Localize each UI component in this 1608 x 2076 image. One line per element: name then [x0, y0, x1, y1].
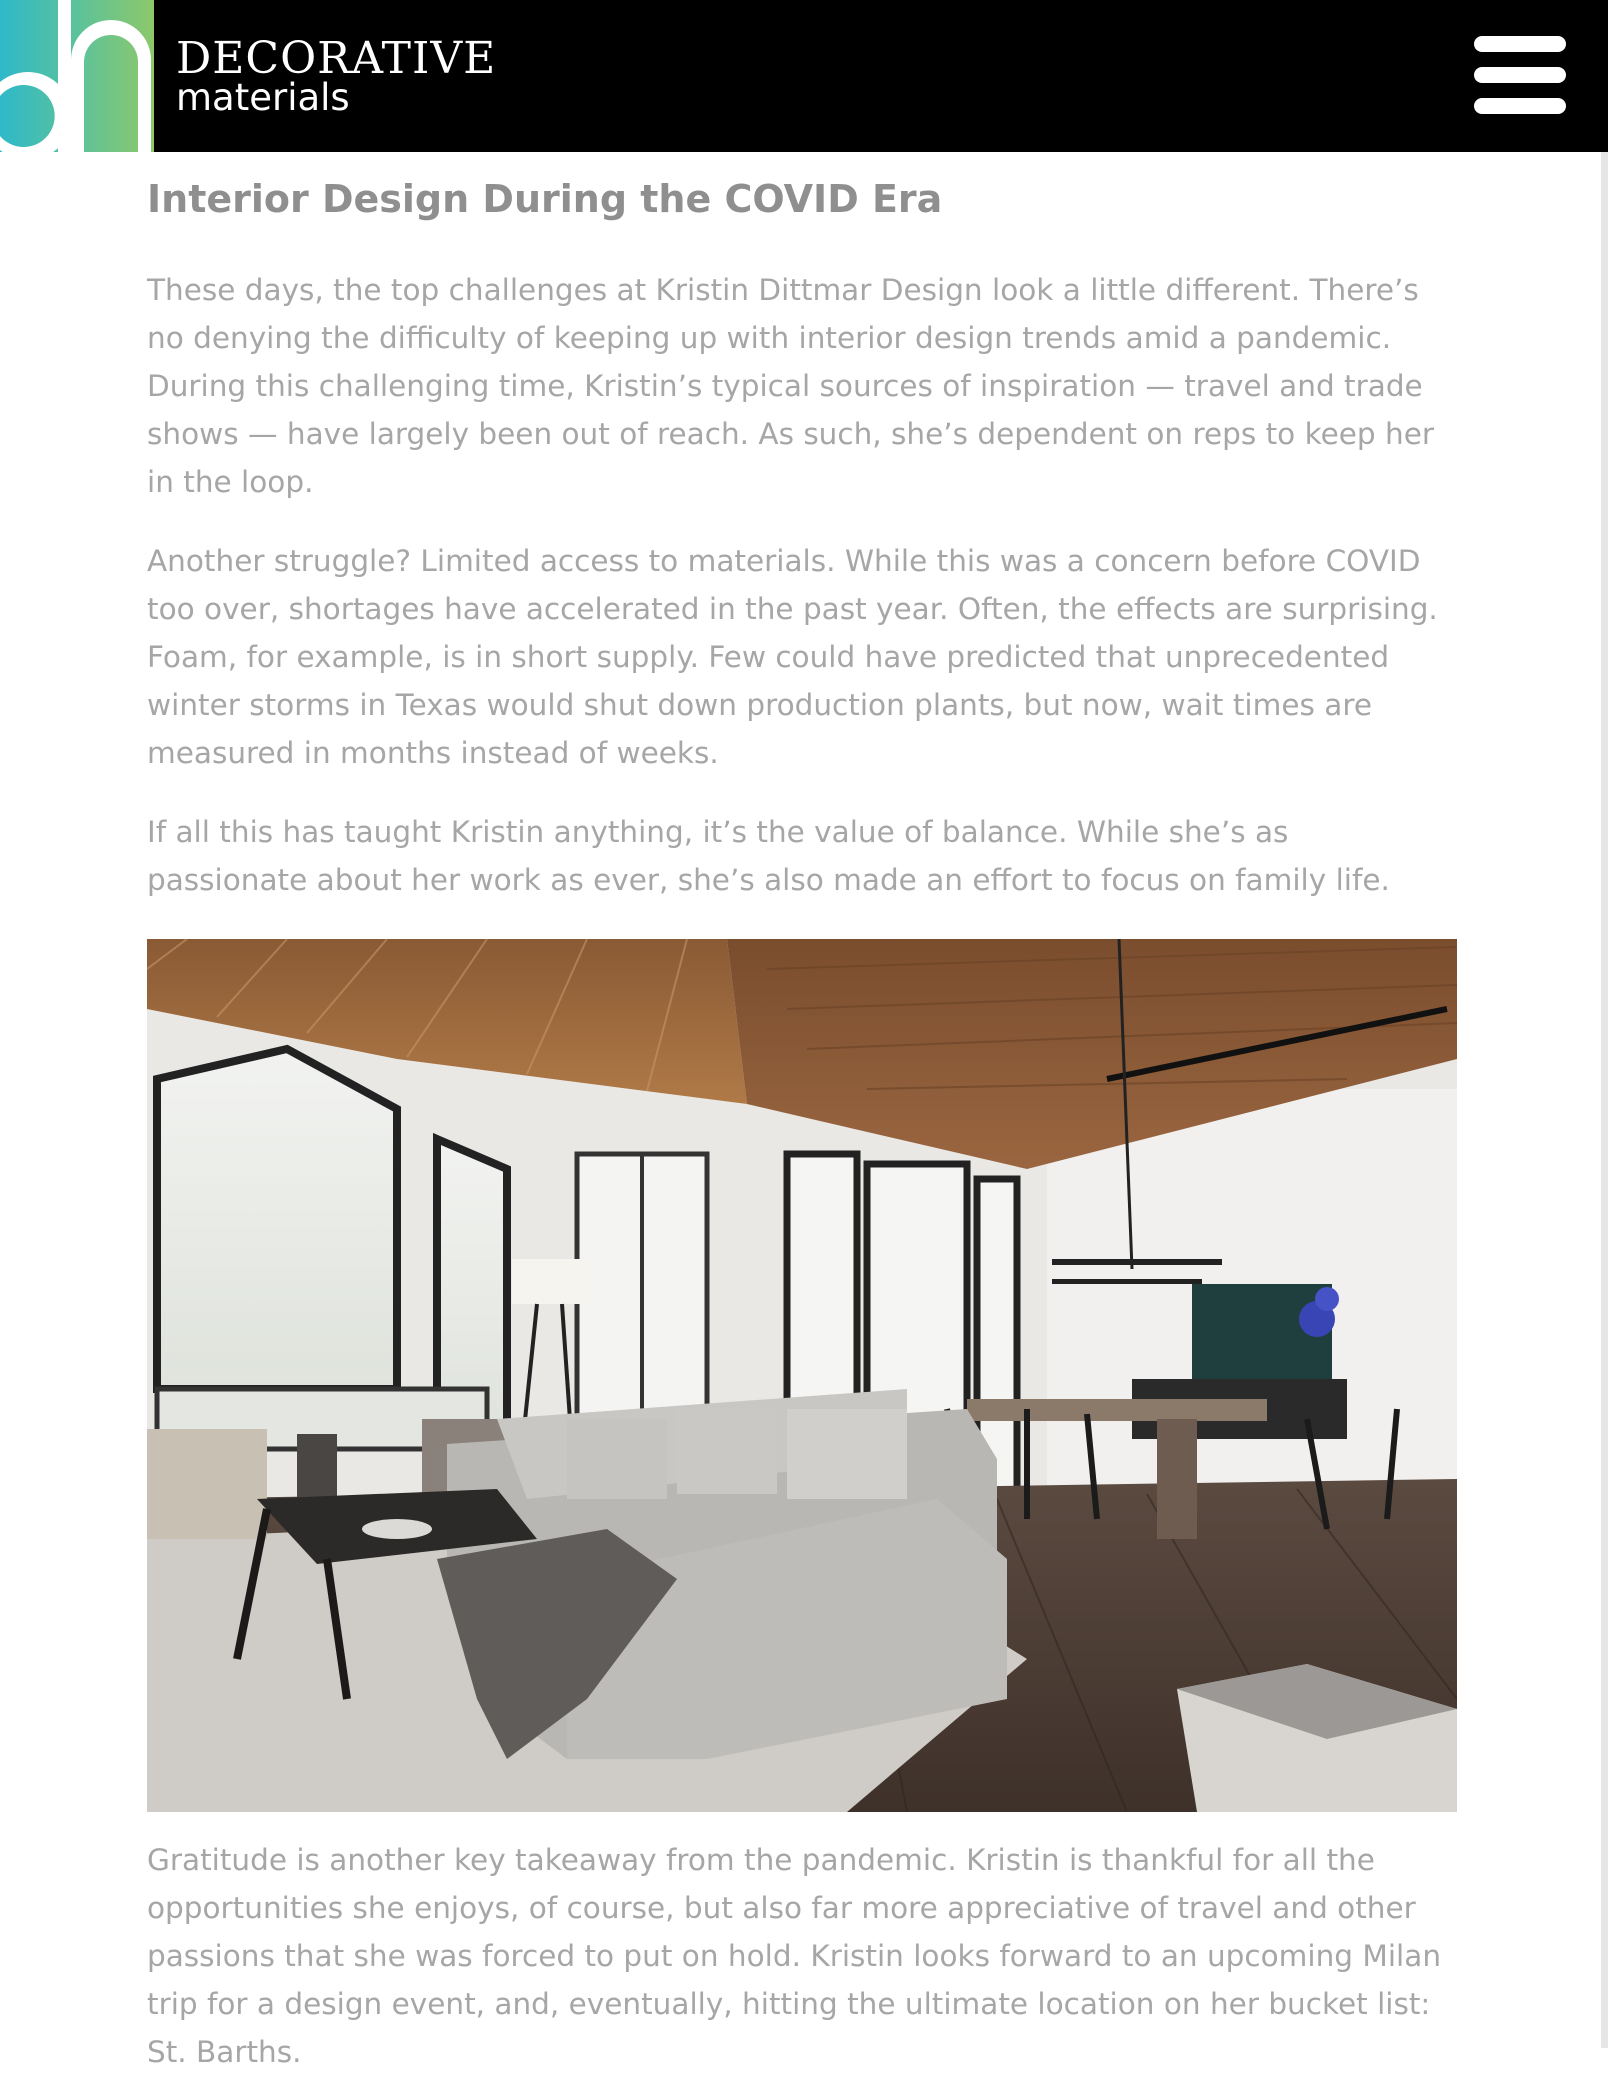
menu-bar: [1474, 98, 1566, 114]
logo-line-materials: materials: [176, 76, 350, 119]
logo-line-decorative: DECORATIVE: [176, 33, 497, 84]
menu-bar: [1474, 67, 1566, 83]
dm-logo-icon: [0, 0, 154, 152]
menu-bar: [1474, 36, 1566, 52]
article-paragraph: Another struggle? Limited access to materials. While this was a concern before COVID too over, shortages have accelerated in the past year. Often, the effects are surprising. Foam, for example, is in short supply. Few could have predicted that unprecedented winter storms in Texas would shut down production plants, but now, wait times are measured in months instead of weeks.: [147, 544, 1438, 770]
article: [147, 152, 1457, 2076]
article-title: Interior Design During the COVID Era: [147, 177, 943, 221]
logo-mark[interactable]: [0, 0, 154, 152]
article-paragraph: Gratitude is another key takeaway from the pandemic. Kristin is thankful for all the opportunities she enjoys, of course, but also far more appreciative of travel and other passions that she was forced to put on hold. Kristin looks forward to an upcoming Milan trip for a design event, and, eventually, hitting the ultimate location on her bucket list: St. Barths.: [147, 1843, 1442, 2069]
article-paragraph: If all this has taught Kristin anything, it’s the value of balance. While she’s as passionate about her work as ever, she’s also made an effort to focus on family life.: [147, 815, 1390, 897]
site-header: [0, 0, 1608, 152]
interior-image: [147, 939, 1457, 1812]
scrollbar[interactable]: [1601, 152, 1608, 2048]
article-paragraph: These days, the top challenges at Kristin Dittmar Design look a little different. There’s no denying the difficulty of keeping up with interior design trends amid a pandemic. During this challenging time, Kristin’s typical sources of inspiration — travel and trade shows — have largely been out of reach. As such, she’s dependent on reps to keep her in the loop.: [147, 273, 1434, 499]
living-room-photo: [147, 939, 1457, 1812]
hamburger-menu-icon[interactable]: [1468, 34, 1572, 116]
logo-wordmark[interactable]: [176, 33, 497, 119]
